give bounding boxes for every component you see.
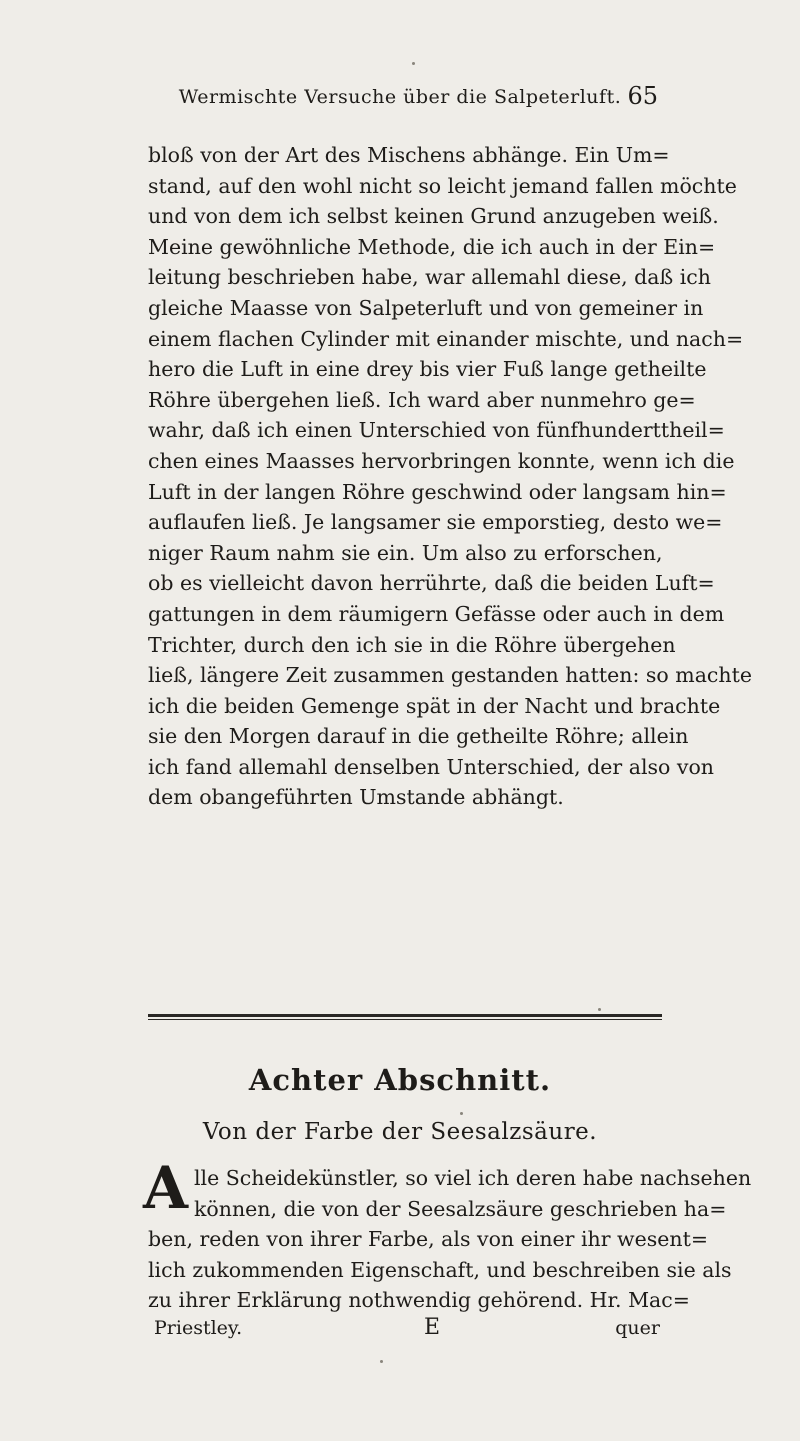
text-line: leitung beschrieben habe, war allemahl diese, daß ich	[148, 265, 711, 290]
text-line: gattungen in dem räumigern Gefässe oder auch in dem	[148, 601, 725, 626]
text-line: dem obangeführten Umstande abhängt.	[148, 785, 564, 810]
text-line: wahr, daß ich einen Unterschied von fünfhunderttheil=	[148, 418, 725, 443]
text-line: ich fand allemahl denselben Unterschied, der also von	[148, 754, 715, 779]
text-line: sie den Morgen darauf in die getheilte Röhre; allein	[148, 724, 689, 749]
section-paragraph	[148, 1163, 752, 1316]
text-line: ob es vielleicht davon herrührte, daß die beiden Luft=	[148, 571, 715, 596]
text-line: ich die beiden Gemenge spät in der Nacht und brachte	[148, 693, 721, 718]
text-line: hero die Luft in eine drey bis vier Fuß lange getheilte	[148, 357, 707, 382]
text-line: auflaufen ließ. Je langsamer sie emporstieg, desto we=	[148, 510, 723, 535]
text-line: können, die von der Seesalzsäure geschrieben ha=	[194, 1196, 727, 1221]
drop-cap: A	[143, 1154, 189, 1222]
text-line: niger Raum nahm sie ein. Um also zu erforschen,	[148, 540, 663, 565]
text-line: Luft in der langen Röhre geschwind oder langsam hin=	[148, 479, 727, 504]
section-divider	[148, 1014, 662, 1020]
signature-author: Priestley.	[154, 1317, 243, 1339]
section-title: Achter Abschnitt.	[248, 1063, 552, 1097]
text-line: lich zukommenden Eigenschaft, und beschreiben sie als	[148, 1257, 732, 1282]
text-line: zu ihrer Erklärung nothwendig gehörend. Hr. Mac=	[148, 1288, 690, 1313]
text-line: und von dem ich selbst keinen Grund anzugeben weiß.	[148, 204, 719, 229]
signature-mark: E	[424, 1315, 441, 1340]
text-line: einem flachen Cylinder mit einander mischte, und nach=	[148, 326, 744, 351]
running-head: Wermischte Versuche über die Salpeterluft.	[178, 86, 622, 108]
section-subtitle: Von der Farbe der Seesalzsäure.	[202, 1119, 598, 1145]
text-line: stand, auf den wohl nicht so leicht jemand fallen möchte	[148, 173, 737, 198]
text-line: Meine gewöhnliche Methode, die ich auch in der Ein=	[148, 234, 716, 259]
text-line: Trichter, durch den ich sie in die Röhre übergehen	[148, 632, 676, 657]
paper-speck	[380, 1360, 383, 1363]
text-line: chen eines Maasses hervorbringen konnte, wenn ich die	[148, 448, 735, 473]
text-line: ließ, längere Zeit zusammen gestanden hatten: so machte	[148, 663, 752, 688]
paper-speck	[412, 62, 415, 65]
paper-speck	[598, 1008, 601, 1011]
text-line: lle Scheidekünstler, so viel ich deren habe nachsehen	[194, 1166, 752, 1190]
body-paragraph	[148, 140, 752, 813]
paper-speck	[460, 1112, 463, 1115]
text-line: bloß von der Art des Mischens abhänge. Ein Um=	[148, 143, 670, 167]
text-line: Röhre übergehen ließ. Ich ward aber nunmehro ge=	[148, 387, 696, 412]
text-line: ben, reden von ihrer Farbe, als von einer ihr wesent=	[148, 1227, 709, 1252]
text-line: gleiche Maasse von Salpeterluft und von gemeiner in	[148, 295, 704, 320]
page-number: 65	[627, 82, 658, 110]
page-footer	[154, 1317, 660, 1343]
catchword: quer	[615, 1317, 660, 1339]
